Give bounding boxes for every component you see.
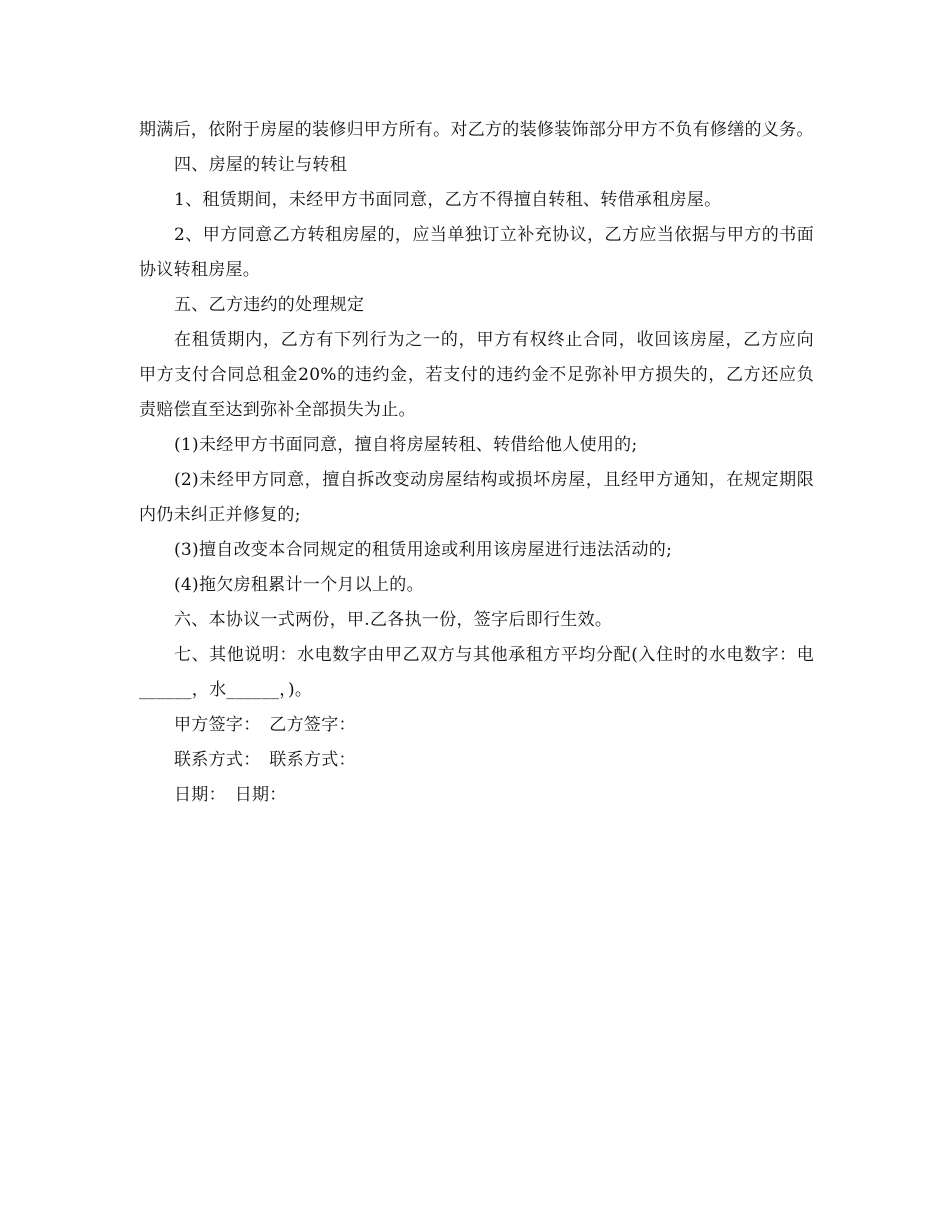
date-line: 日期： 日期： bbox=[174, 785, 287, 805]
heading-breach-handling: 五、乙方违约的处理规定 bbox=[174, 295, 365, 315]
list-item-breach-4: (4)拖欠房租累计一个月以上的。 bbox=[174, 575, 424, 595]
list-item-breach-2: (2)未经甲方同意，擅自拆改变动房屋结构或损坏房屋，且经甲方通知，在规定期限内仍未纠正并修复的; bbox=[139, 470, 814, 525]
signature-line: 甲方签字： 乙方签字： bbox=[174, 715, 356, 735]
paragraph-sublease-agreement: 2、甲方同意乙方转租房屋的，应当单独订立补充协议，乙方应当依据与甲方的书面协议转租房屋。 bbox=[139, 225, 814, 280]
paragraph-no-sublease: 1、租赁期间，未经甲方书面同意，乙方不得擅自转租、转借承租房屋。 bbox=[174, 190, 722, 210]
paragraph-utilities-note: 七、其他说明：水电数字由甲乙双方与其他承租方平均分配(入住时的水电数字：电______，水______，)。 bbox=[139, 645, 814, 700]
paragraph-termination-penalty: 在租赁期内，乙方有下列行为之一的，甲方有权终止合同，收回该房屋，乙方应向甲方支付合同总租金20%的违约金，若支付的违约金不足弥补甲方损失的，乙方还应负责赔偿直至达到弥补全部损失为止。 bbox=[139, 330, 814, 420]
paragraph-copies-effective: 六、本协议一式两份，甲.乙各执一份，签字后即行生效。 bbox=[174, 610, 613, 630]
list-item-breach-1: (1)未经甲方书面同意，擅自将房屋转租、转借给他人使用的; bbox=[174, 435, 638, 455]
paragraph-decoration-ownership: 期满后，依附于房屋的装修归甲方所有。对乙方的装修装饰部分甲方不负有修缮的义务。 bbox=[139, 120, 814, 140]
heading-transfer-sublease: 四、房屋的转让与转租 bbox=[174, 155, 347, 175]
list-item-breach-3: (3)擅自改变本合同规定的租赁用途或利用该房屋进行违法活动的; bbox=[174, 540, 673, 560]
document-body bbox=[139, 113, 814, 813]
contact-line: 联系方式： 联系方式： bbox=[174, 750, 356, 770]
